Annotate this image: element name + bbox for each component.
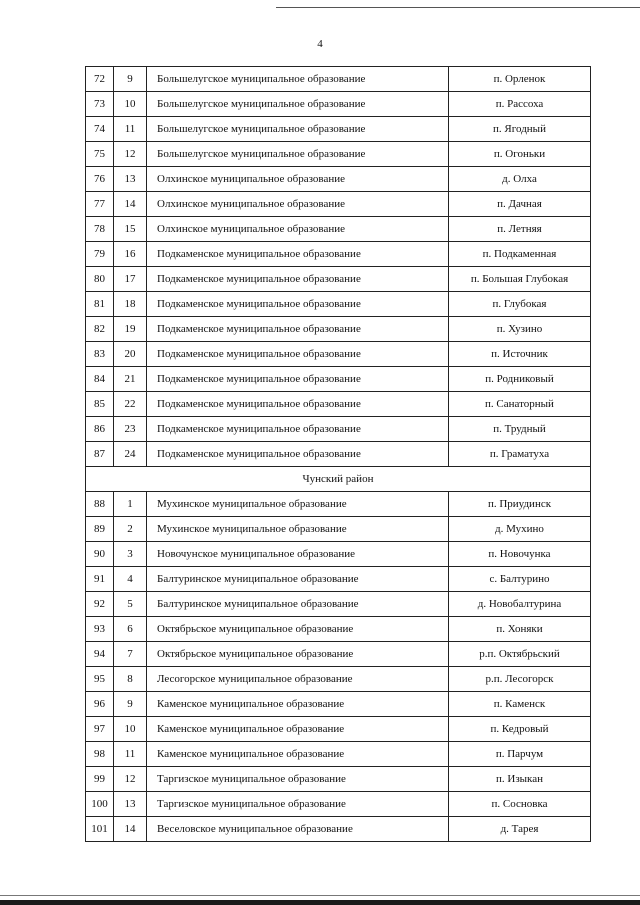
table-row — [86, 392, 591, 417]
municipality-name: Подкаменское муниципальное образование — [147, 242, 449, 267]
row-number: 88 — [86, 492, 114, 517]
settlement-name: р.п. Лесогорск — [449, 667, 591, 692]
section-title: Чунский район — [86, 467, 591, 492]
settlement-name: р.п. Октябрьский — [449, 642, 591, 667]
page-number: 4 — [317, 38, 323, 50]
municipality-name: Подкаменское муниципальное образование — [147, 267, 449, 292]
settlement-name: п. Хоняки — [449, 617, 591, 642]
row-index: 14 — [114, 817, 147, 842]
municipality-name: Подкаменское муниципальное образование — [147, 442, 449, 467]
bottom-rule — [0, 900, 640, 905]
table-row — [86, 442, 591, 467]
row-number: 84 — [86, 367, 114, 392]
municipality-name: Новочунское муниципальное образование — [147, 542, 449, 567]
municipality-name: Мухинское муниципальное образование — [147, 517, 449, 542]
table-row — [86, 542, 591, 567]
municipality-name: Подкаменское муниципальное образование — [147, 392, 449, 417]
municipality-name: Каменское муниципальное образование — [147, 692, 449, 717]
table-row — [86, 192, 591, 217]
municipality-name: Балтуринское муниципальное образование — [147, 592, 449, 617]
municipality-name: Балтуринское муниципальное образование — [147, 567, 449, 592]
settlement-name: п. Трудный — [449, 417, 591, 442]
table-row — [86, 517, 591, 542]
row-index: 14 — [114, 192, 147, 217]
row-index: 8 — [114, 667, 147, 692]
municipality-name: Большелугское муниципальное образование — [147, 67, 449, 92]
table-row — [86, 592, 591, 617]
municipality-name: Большелугское муниципальное образование — [147, 92, 449, 117]
row-index: 13 — [114, 167, 147, 192]
row-number: 96 — [86, 692, 114, 717]
table-row — [86, 692, 591, 717]
table-row — [86, 242, 591, 267]
row-index: 10 — [114, 717, 147, 742]
row-number: 83 — [86, 342, 114, 367]
municipality-name: Лесогорское муниципальное образование — [147, 667, 449, 692]
row-index: 23 — [114, 417, 147, 442]
row-number: 89 — [86, 517, 114, 542]
row-number: 73 — [86, 92, 114, 117]
settlement-name: п. Парчум — [449, 742, 591, 767]
row-number: 77 — [86, 192, 114, 217]
row-index: 4 — [114, 567, 147, 592]
municipality-name: Октябрьское муниципальное образование — [147, 617, 449, 642]
settlement-name: п. Новочунка — [449, 542, 591, 567]
row-index: 11 — [114, 742, 147, 767]
row-index: 13 — [114, 792, 147, 817]
row-number: 91 — [86, 567, 114, 592]
row-index: 10 — [114, 92, 147, 117]
row-index: 22 — [114, 392, 147, 417]
row-number: 92 — [86, 592, 114, 617]
table-body-part-1 — [86, 67, 591, 467]
settlement-name: п. Орленок — [449, 67, 591, 92]
bottom-thin-rule — [0, 895, 640, 896]
settlement-name: п. Источник — [449, 342, 591, 367]
row-number: 100 — [86, 792, 114, 817]
settlement-name: п. Большая Глубокая — [449, 267, 591, 292]
row-number: 98 — [86, 742, 114, 767]
settlement-name: п. Изыкан — [449, 767, 591, 792]
settlements-table — [85, 66, 591, 842]
row-number: 101 — [86, 817, 114, 842]
row-index: 1 — [114, 492, 147, 517]
settlement-name: п. Кедровый — [449, 717, 591, 742]
row-index: 21 — [114, 367, 147, 392]
settlement-name: п. Родниковый — [449, 367, 591, 392]
municipality-name: Большелугское муниципальное образование — [147, 142, 449, 167]
table-row — [86, 367, 591, 392]
municipality-name: Подкаменское муниципальное образование — [147, 317, 449, 342]
row-index: 2 — [114, 517, 147, 542]
settlement-name: п. Приудинск — [449, 492, 591, 517]
row-index: 17 — [114, 267, 147, 292]
table-body-part-2 — [86, 492, 591, 842]
settlement-name: п. Огоньки — [449, 142, 591, 167]
row-index: 12 — [114, 142, 147, 167]
settlement-name: п. Каменск — [449, 692, 591, 717]
row-number: 81 — [86, 292, 114, 317]
table-row — [86, 617, 591, 642]
settlement-name: д. Тарея — [449, 817, 591, 842]
table-row — [86, 792, 591, 817]
municipality-name: Каменское муниципальное образование — [147, 742, 449, 767]
table-row — [86, 342, 591, 367]
row-index: 3 — [114, 542, 147, 567]
table-row — [86, 567, 591, 592]
section-header — [86, 467, 591, 492]
settlement-name: п. Граматуха — [449, 442, 591, 467]
municipality-name: Подкаменское муниципальное образование — [147, 292, 449, 317]
table-row — [86, 717, 591, 742]
row-index: 20 — [114, 342, 147, 367]
row-index: 18 — [114, 292, 147, 317]
row-number: 79 — [86, 242, 114, 267]
row-number: 74 — [86, 117, 114, 142]
municipality-name: Октябрьское муниципальное образование — [147, 642, 449, 667]
row-index: 5 — [114, 592, 147, 617]
row-number: 93 — [86, 617, 114, 642]
municipality-name: Подкаменское муниципальное образование — [147, 367, 449, 392]
row-number: 82 — [86, 317, 114, 342]
municipality-name: Подкаменское муниципальное образование — [147, 342, 449, 367]
municipality-name: Большелугское муниципальное образование — [147, 117, 449, 142]
settlement-name: д. Олха — [449, 167, 591, 192]
municipality-name: Мухинское муниципальное образование — [147, 492, 449, 517]
row-index: 19 — [114, 317, 147, 342]
table-row — [86, 492, 591, 517]
row-number: 97 — [86, 717, 114, 742]
table-row — [86, 142, 591, 167]
settlement-name: с. Балтурино — [449, 567, 591, 592]
row-index: 7 — [114, 642, 147, 667]
table-row — [86, 67, 591, 92]
table-row — [86, 292, 591, 317]
row-index: 15 — [114, 217, 147, 242]
row-number: 76 — [86, 167, 114, 192]
municipality-name: Веселовское муниципальное образование — [147, 817, 449, 842]
municipality-name: Олхинское муниципальное образование — [147, 167, 449, 192]
row-number: 85 — [86, 392, 114, 417]
settlement-name: п. Сосновка — [449, 792, 591, 817]
section-row — [86, 467, 591, 492]
settlement-name: п. Ягодный — [449, 117, 591, 142]
settlement-name: д. Новобалтурина — [449, 592, 591, 617]
row-index: 16 — [114, 242, 147, 267]
settlement-name: п. Санаторный — [449, 392, 591, 417]
settlement-name: п. Подкаменная — [449, 242, 591, 267]
table-row — [86, 167, 591, 192]
table-row — [86, 92, 591, 117]
table-row — [86, 767, 591, 792]
row-index: 11 — [114, 117, 147, 142]
municipality-name: Олхинское муниципальное образование — [147, 217, 449, 242]
municipality-name: Каменское муниципальное образование — [147, 717, 449, 742]
municipality-name: Таргизское муниципальное образование — [147, 767, 449, 792]
table-row — [86, 667, 591, 692]
row-index: 9 — [114, 67, 147, 92]
row-number: 78 — [86, 217, 114, 242]
municipality-name: Подкаменское муниципальное образование — [147, 417, 449, 442]
row-number: 95 — [86, 667, 114, 692]
row-index: 9 — [114, 692, 147, 717]
table-row — [86, 417, 591, 442]
municipality-name: Таргизское муниципальное образование — [147, 792, 449, 817]
row-number: 75 — [86, 142, 114, 167]
row-number: 99 — [86, 767, 114, 792]
row-number: 87 — [86, 442, 114, 467]
row-number: 72 — [86, 67, 114, 92]
table-row — [86, 267, 591, 292]
table-row — [86, 217, 591, 242]
table-row — [86, 317, 591, 342]
settlement-name: п. Дачная — [449, 192, 591, 217]
table-row — [86, 642, 591, 667]
settlement-name: п. Хузино — [449, 317, 591, 342]
row-number: 80 — [86, 267, 114, 292]
row-index: 12 — [114, 767, 147, 792]
table-row — [86, 117, 591, 142]
settlement-name: п. Рассоха — [449, 92, 591, 117]
top-rule — [276, 7, 640, 8]
table-row — [86, 817, 591, 842]
municipality-name: Олхинское муниципальное образование — [147, 192, 449, 217]
row-index: 6 — [114, 617, 147, 642]
row-number: 94 — [86, 642, 114, 667]
table-row — [86, 742, 591, 767]
row-number: 90 — [86, 542, 114, 567]
settlement-name: д. Мухино — [449, 517, 591, 542]
settlement-name: п. Глубокая — [449, 292, 591, 317]
settlement-name: п. Летняя — [449, 217, 591, 242]
row-index: 24 — [114, 442, 147, 467]
row-number: 86 — [86, 417, 114, 442]
